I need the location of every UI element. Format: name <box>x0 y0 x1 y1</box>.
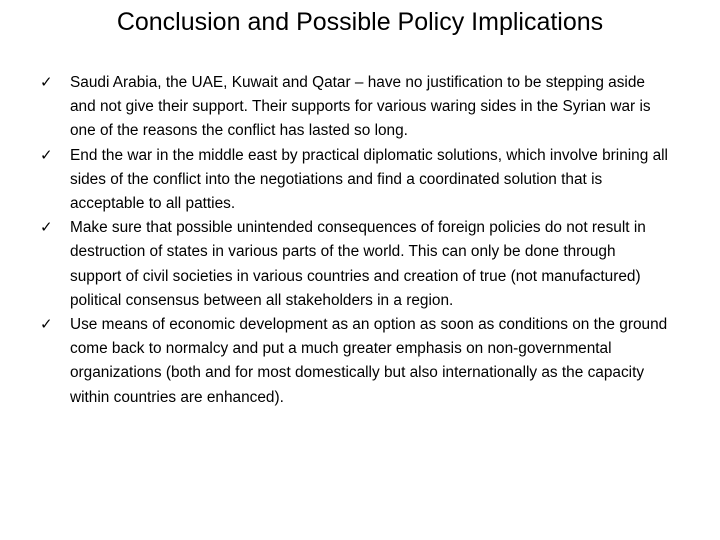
bullet-text: Saudi Arabia, the UAE, Kuwait and Qatar – have no justification to be stepping aside and not give their support. Their supports for various waring sides in the Syrian war is one of the reasons the conflict has lasted so long. <box>70 74 651 140</box>
check-icon: ✓ <box>40 74 53 91</box>
slide-title: Conclusion and Possible Policy Implications <box>116 8 604 36</box>
bullet-item <box>40 313 670 410</box>
bullet-item <box>40 71 670 144</box>
check-icon: ✓ <box>40 316 53 334</box>
bullet-item <box>40 216 670 313</box>
bullet-text: End the war in the middle east by practical diplomatic solutions, which involve brining all sides of the conflict into the negotiations and find a coordinated solution that is acceptable to all patties. <box>70 146 668 213</box>
check-icon: ✓ <box>40 146 53 164</box>
bullet-text: Make sure that possible unintended consequences of foreign policies do not result in destruction of states in various parts of the world. This can only be done through support of civil societies in various countries and creation of true (not manufactured) political consensus between all stakeholders in a region. <box>70 219 646 309</box>
check-icon: ✓ <box>40 219 53 237</box>
bullet-list <box>40 71 670 410</box>
bullet-text: Use means of economic development as an option as soon as conditions on the ground come back to normalcy and put a much greater emphasis on non-governmental organizations (both and for most domestically but also internationally as the capacity within countries are enhanced). <box>70 316 668 406</box>
bullet-item <box>40 144 670 217</box>
